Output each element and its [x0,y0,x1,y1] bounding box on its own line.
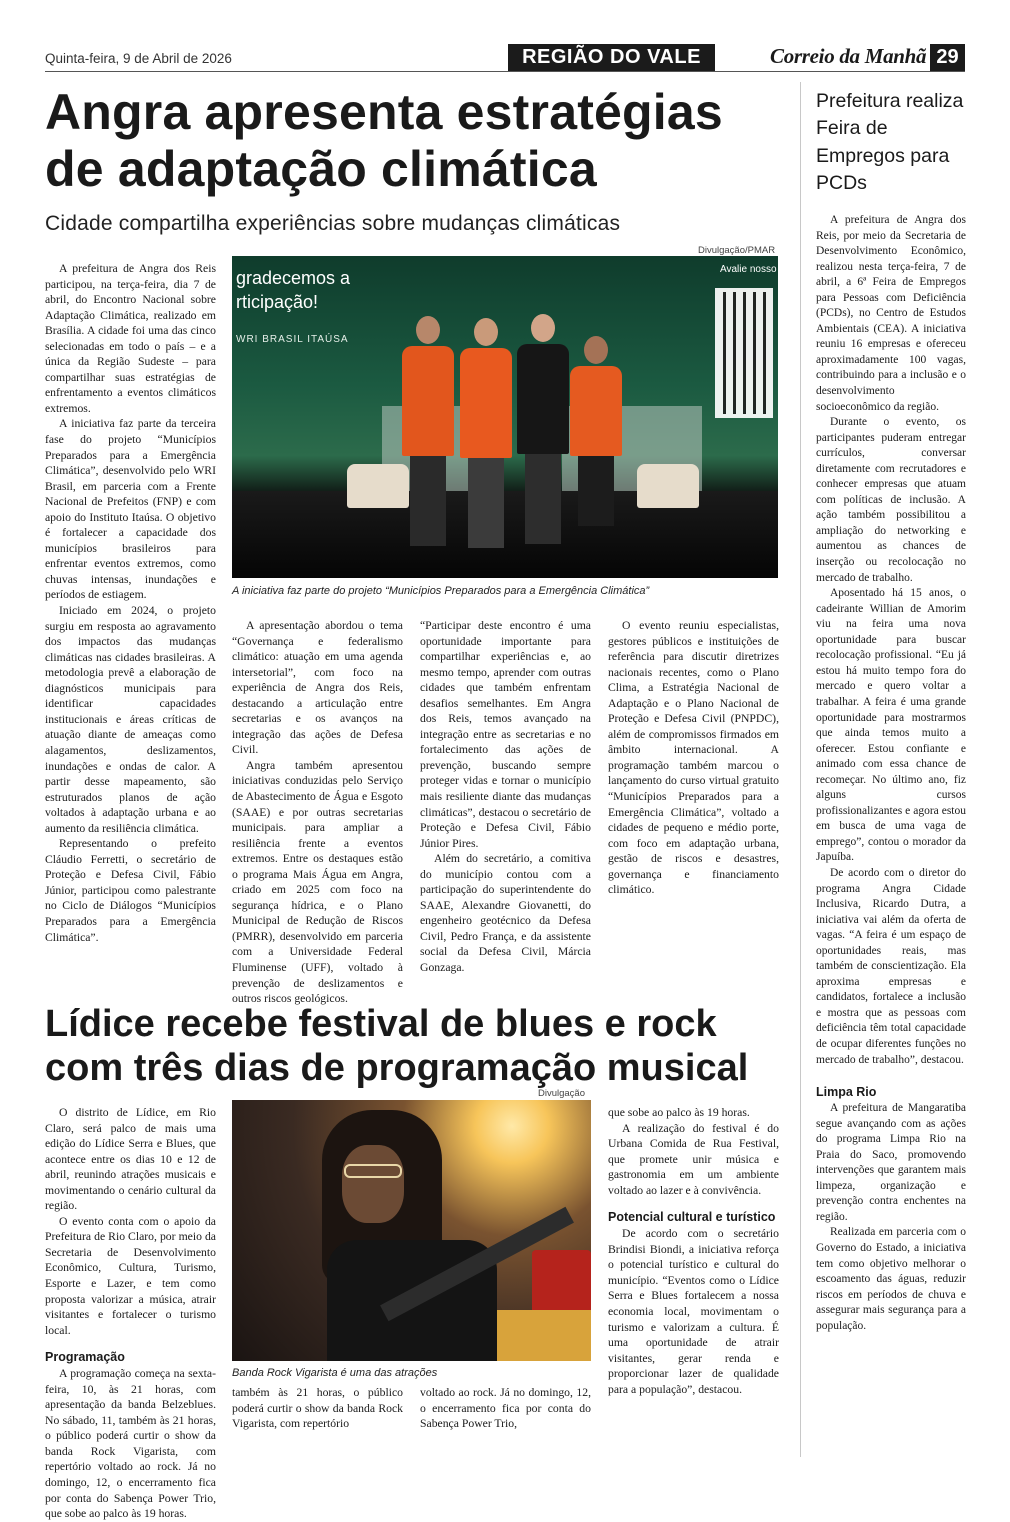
paragraph: A apresentação abordou o tema “Governança e federalismo climático: atuação em uma agenda intersetorial”, com foco na experiência de Angra dos Reis, destacando a articulação entre secretarias e os avanços na integração das ações de Defesa Civil. [232,619,403,757]
newspaper-name: Correio da Manhã [770,44,927,68]
paragraph: A prefeitura de Angra dos Reis, por meio da Secretaria de Desenvolvimento Econômico, realizou nesta terça-feira, 7 de abril, a 6ª Feira de Empregos para Pessoas com Deficiência (PCDs), no Centro de Estudos Ambientais (CEA). A iniciativa reuniu 16 empresas e ofereceu aproximadamente 100 vagas, contribuindo para a inclusão e o desenvolvimento socioeconômico da região. [816,214,966,413]
subtitle-programacao: Programação [45,1350,125,1365]
sidebar-divider [800,82,801,1457]
paragraph: voltado ao rock. Já no domingo, 12, o encerramento fica por conta do Sabença Power Trio, [420,1386,591,1431]
paragraph: A realização do festival é do Urbana Comida de Rua Festival, que promete unir música e gastronomia em um ambiente voltado ao lazer e à convivência. [608,1121,779,1197]
person [460,318,512,548]
article2-column-2 [232,1385,403,1432]
paragraph: A prefeitura de Angra dos Reis participou, na terça-feira, dia 7 de abril, do Encontro Nacional sobre Adaptação Climática, realizado em Brasília. A cidade foi uma das cinco selecionadas em todo o país – e a única da Região Sudeste – para compartilhar suas estratégias de enfrentamento a eventos climáticos extremos. [45,262,216,415]
paragraph: Realizada em parceria com o Governo do Estado, a iniciativa tem como objetivo melhorar o escoamento das águas, reduzir riscos em períodos de chuva e assegurar mais segurança para a população. [816,1226,966,1332]
qr-code-icon [715,288,773,418]
article1-photo [232,256,778,578]
article1-column-2 [232,618,403,1007]
paragraph: Angra também apresentou iniciativas conduzidas pelo Serviço de Abastecimento de Água e Esgoto (SAAE) e por outras secretarias municipais. para ampliar a resiliência frente a eventos extremos. Entre os destaques estão o programa Mais Água em Angra, criado em 2025 com foco na segurança hídrica, e o Plano Municipal de Redução de Riscos (PMRR), desenvolvido em parceria com a Universidade Federal Fluminense (UFF), voltado à prevenção de deslizamentos e outros riscos geológicos. [232,758,403,1006]
article1-subheadline: Cidade compartilha experiências sobre mudanças climáticas [45,212,621,235]
article2-column-4 [608,1105,779,1397]
photo-screen-logos: WRI BRASIL ITAÚSA [236,334,349,345]
paragraph: Representando o prefeito Cláudio Ferretti, o secretário de Proteção e Defesa Civil, Fábio Júnior, participou como palestrante no Ciclo de Diálogos “Municípios Preparados para a Emergência Climática”. [45,837,216,944]
article2-photo [232,1100,591,1361]
sidebar-headline: Prefeitura realiza Feira de Empregos para PCDs [816,90,964,194]
person [402,316,454,546]
section-label: REGIÃO DO VALE [508,44,715,71]
sunglasses-icon [344,1164,402,1178]
photo-musician-face [342,1145,404,1223]
subtitle-potencial-cultural: Potencial cultural e turístico [608,1210,776,1225]
paragraph: “Participar deste encontro é uma oportunidade importante para compartilhar experiências e, ao mesmo tempo, aprender com outras cidades que também enfrentam desafios semelhantes. Em Angra dos Reis, temos avançado na integração entre as secretarias e no fortalecimento das ações de prevenção, buscando sempre proteger vidas e tornar o município mais resiliente diante das mudanças climáticas”, destacou o secretário de Proteção e Defesa Civil, Fábio Júnior Pires. [420,619,591,850]
paragraph: A iniciativa faz parte da terceira fase do projeto “Municípios Preparados para a Emergência Climática”, desenvolvido pelo WRI Brasil, em parceria com a Frente Nacional de Prefeitos (FNP) e com apoio do Instituto Itaúsa. O objetivo é fortalecer a capacidade dos municípios brasileiros para enfrentar eventos extremos, como chuvas intensas, inundações e períodos de estiagem. [45,417,216,602]
photo-screen-text: gradecemos a rticipação! [236,268,351,312]
paragraph: também às 21 horas, o público poderá curtir o show da banda Rock Vigarista, com repertório [232,1386,403,1431]
article2-photo-credit: Divulgação [538,1088,585,1099]
paragraph: Aposentado há 15 anos, o cadeirante Willian de Amorim viu na feira uma nova oportunidade para buscar recolocação profissional. “Eu já estou há muito tempo fora do mercado e quero voltar a trabalhar. A feira é uma grande oportunidade para mostrarmos que ainda temos muito a oferecer. Estou confiante e animado com essa chance de recomeçar. No último ano, fiz alguns cursos profissionalizantes e agora estou em busca de uma vaga de emprego”, contou o morador da Japuíba. [816,587,966,864]
paragraph: Durante o evento, os participantes puderam entregar currículos, conversar diretamente com recrutadores e conhecer empresas que atuam com políticas de inclusão. A ação também possibilitou a ampliação do networking e aumentou as chances de inserção ou recolocação no mercado de trabalho. [816,416,966,584]
paragraph: De acordo com o diretor do programa Angra Cidade Inclusiva, Ricardo Dutra, a iniciativa vai além da oferta de vagas. “A feira é um espaço de oportunidades reais, mas também de conscientização. Ela aproxima empresas e candidatos, fortalece a inclusão e mostra que as pessoas com deficiência têm total capacidade de ocupar diferentes funções no mercado de trabalho”, destacou. [816,866,966,1066]
person [517,314,569,544]
article2-headline: Lídice recebe festival de blues e rock com três dias de programação musical [45,1003,749,1090]
sidebar-column [816,213,966,1334]
armchair [637,464,699,508]
article1-photo-credit: Divulgação/PMAR [698,245,776,256]
photo-amplifier [482,1310,591,1361]
paragraph: que sobe ao palco às 19 horas. [608,1106,750,1119]
article1-column-1 [45,261,216,945]
paragraph: O evento reuniu especialistas, gestores públicos e instituições de referência para discutir diretrizes nacionais recentes, como o Plano Clima, a Estratégia Nacional de Adaptação e o Plano Nacional de Proteção e Defesa Civil (PNPDC), além de compromissos firmados em âmbito internacional. A programação também marcou o lançamento do curso virtual gratuito “Municípios Preparados para a Emergência Climática”, voltado a cidades de pequeno e médio porte, com foco em adaptação urbana, gestão de riscos e desastres, governança e financiamento climático. [608,619,779,897]
article1-headline: Angra apresenta estratégias de adaptação climática [45,84,723,197]
page-number: 29 [930,44,965,71]
article2-column-3 [420,1385,591,1432]
paragraph: A programação começa na sexta-feira, 10, às 21 horas, com apresentação da banda Belzeblues. No sábado, 11, também às 21 horas, o público poderá curtir o show da banda Rock Vigarista, com repertório voltado ao rock. Já no domingo, 12, o encerramento fica por conta do Sabença Power Trio, que sobe ao palco às 19 horas. [45,1367,216,1521]
header-rule [45,71,965,72]
person [570,336,622,526]
article2-photo-caption: Banda Rock Vigarista é uma das atrações [232,1367,438,1379]
subtitle-limpa-rio: Limpa Rio [816,1085,877,1100]
article1-column-3 [420,618,591,976]
article2-column-1 [45,1105,216,1521]
edition-date: Quinta-feira, 9 de Abril de 2026 [45,51,232,66]
paragraph: Além do secretário, a comitiva do município contou com a participação do superintendente do SAAE, Alexandre Giovanetti, do engenheiro geotécnico da Defesa Civil, Pedro França, e da assistente social da Defesa Civil, Márcia Gonzaga. [420,852,591,975]
paragraph: A prefeitura de Mangaratiba segue avançando com as ações do programa Limpa Rio na Praia do Saco, promovendo intervenções que garantem mais limpeza, organização e prevenção contra enchentes na região. [816,1102,966,1223]
paragraph: De acordo com o secretário Brindisi Biondi, a iniciativa reforça o potencial turístico e cultural do município. “Eventos como o Lídice Serra e Blues fortalecem a nossa economia local, movimentam o turismo e valorizam a cultura. É uma oportunidade de atrair visitantes, gerar renda e proporcionar lazer de qualidade para a população”, destacou. [608,1227,779,1396]
paragraph: Iniciado em 2024, o projeto surgiu em resposta ao agravamento dos impactos das mudanças climáticas nas cidades brasileiras. A metodologia prevê a elaboração de diagnósticos municipais para identificar capacidades institucionais e áreas críticas de atuação diante de ameaças como alagamentos, deslizamentos, inundações e ondas de calor. A partir desse mapeamento, são estruturados planos de ação voltados à adaptação urbana e ao aumento da resiliência climática. [45,604,216,835]
photo-qr-label: Avalie nosso [720,264,777,275]
article1-column-4 [608,618,779,898]
paragraph: O evento conta com o apoio da Prefeitura de Rio Claro, por meio da Secretaria de Desenvolvimento Econômico, Cultura, Turismo, Esporte e Lazer, e tem como proposta valorizar a música, atrair visitantes e fortalecer o turismo local. [45,1214,216,1337]
paragraph: O distrito de Lídice, em Rio Claro, será palco de mais uma edição do Lídice Serra e Blues, que acontece entre os dias 10 e 12 de abril, reunindo atrações musicais e movimentando o cenário cultural da região. [45,1106,216,1213]
article1-photo-caption: A iniciativa faz parte do projeto “Municípios Preparados para a Emergência Climática” [232,585,650,597]
armchair [347,464,409,508]
